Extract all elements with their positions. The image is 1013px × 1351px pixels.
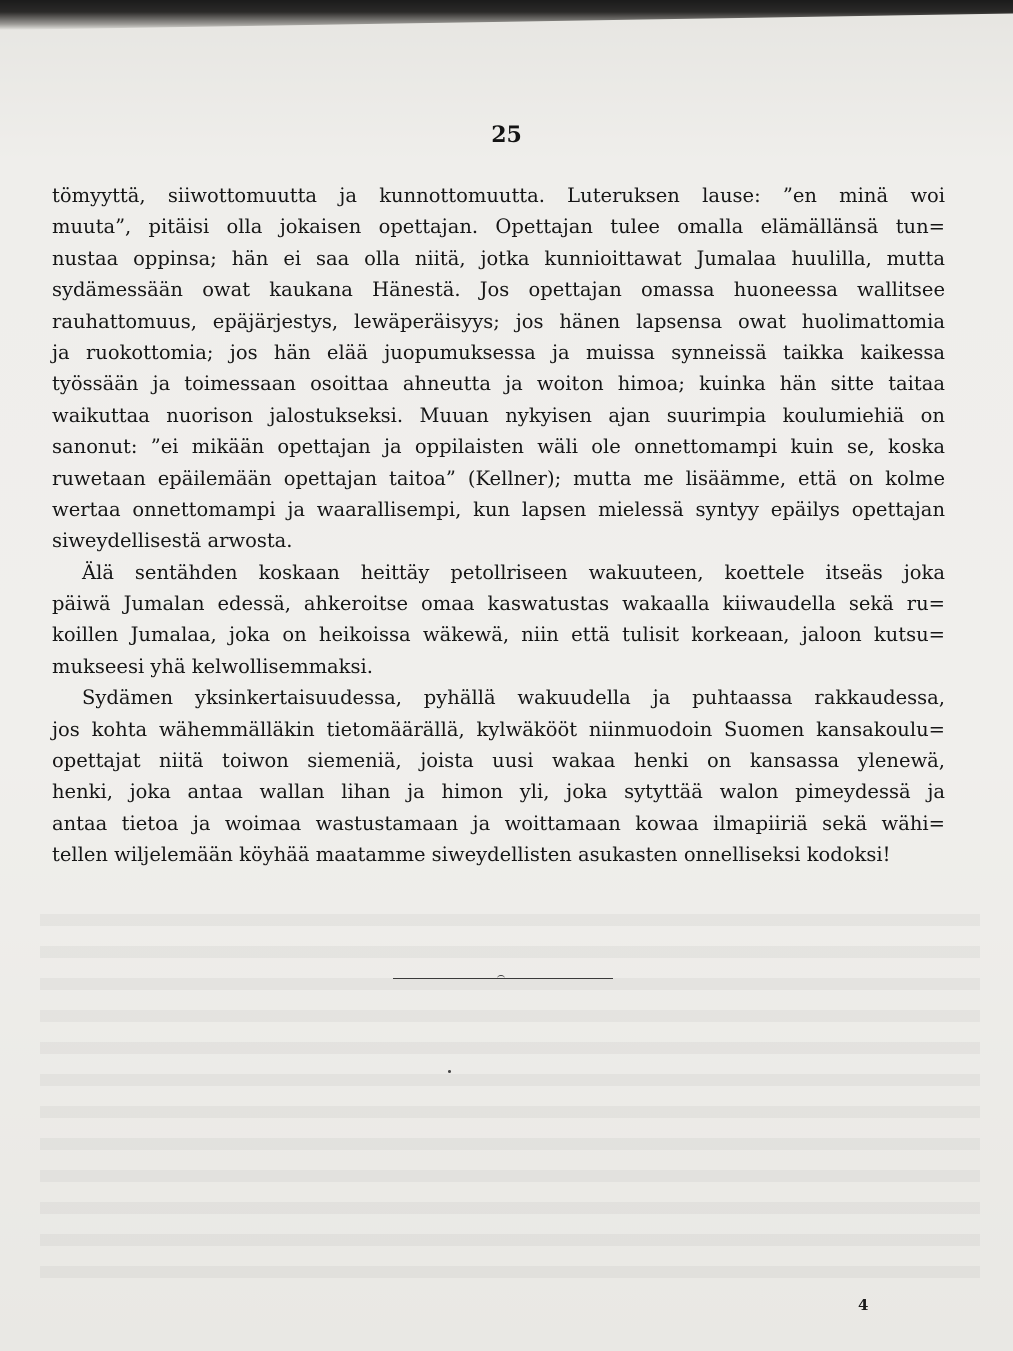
ink-speck [448, 1070, 451, 1073]
page-number: 25 [491, 122, 522, 148]
text-line: siweydellisestä arwosta. [52, 529, 293, 553]
text-line: rauhattomuus, epäjärjestys, lewäperäisyys; jos hänen lapsensa owat huolimattomia [52, 309, 945, 333]
text-line: wertaa onnettomampi ja waarallisempi, kun lapsen mielessä syntyy epäilys opettajan [52, 497, 945, 521]
text-line: ruwetaan epäilemään opettajan taitoa” (Kellner); mutta me lisäämme, että on kolme [52, 466, 945, 490]
text-line: nustaa oppinsa; hän ei saa olla niitä, jotka kunnioittawat Jumalaa huulilla, mutta [52, 246, 945, 270]
text-line: työssään ja toimessaan osoittaa ahneutta ja woiton himoa; kuinka hän sitte taitaa [52, 372, 945, 396]
text-line: henki, joka antaa wallan lihan ja himon yli, joka sytyttää walon pimeydessä ja [52, 780, 945, 804]
text-line: koillen Jumalaa, joka on heikoissa wäkewä, niin että tulisit korkeaan, jaloon kutsu= [52, 623, 945, 647]
text-line: tömyyttä, siiwottomuutta ja kunnottomuutta. Luteruksen lause: ”en minä woi [52, 184, 945, 207]
text-line: tellen wiljelemään köyhää maatamme siweydellisten asukasten onnelliseksi kodoksi! [52, 843, 891, 867]
end-rule [393, 978, 613, 979]
text-line: sanonut: ”ei mikään opettajan ja oppilaisten wäli ole onnettomampi kuin se, koska [52, 435, 945, 459]
text-line: antaa tietoa ja woimaa wastustamaan ja woittamaan kowaa ilmapiiriä sekä wähi= [52, 811, 945, 835]
page-shadow-edge [0, 0, 1013, 30]
signature-mark: 4 [858, 1296, 869, 1314]
text-line: Älä sentähden koskaan heittäy petollriseen wakuuteen, koettele itseäs joka [82, 560, 945, 584]
text-line: opettajat niitä toiwon siemeniä, joista uusi wakaa henki on kansassa ylenewä, [52, 749, 945, 773]
text-line: waikuttaa nuorison jalostukseksi. Muuan nykyisen ajan suurimpia koulumiehiä on [52, 403, 945, 427]
text-line: mukseesi yhä kelwollisemmaksi. [52, 654, 373, 678]
text-line: Sydämen yksinkertaisuudessa, pyhällä wakuudella ja puhtaassa rakkaudessa, [82, 686, 945, 710]
text-line: muuta”, pitäisi olla jokaisen opettajan. Opettajan tulee omalla elämällänsä tun= [52, 215, 945, 239]
show-through-text [40, 900, 980, 1280]
text-line: ja ruokottomia; jos hän elää juopumuksessa ja muissa synneissä taikka kaikessa [52, 340, 945, 364]
text-line: päiwä Jumalan edessä, ahkeroitse omaa kaswatustas wakaalla kiiwaudella sekä ru= [52, 592, 945, 616]
text-line: jos kohta wähemmälläkin tietomäärällä, kylwäkööt niinmuodoin Suomen kansakoulu= [52, 717, 945, 741]
body-text [52, 180, 945, 871]
text-line: sydämessään owat kaukana Hänestä. Jos opettajan omassa huoneessa wallitsee [52, 278, 945, 302]
